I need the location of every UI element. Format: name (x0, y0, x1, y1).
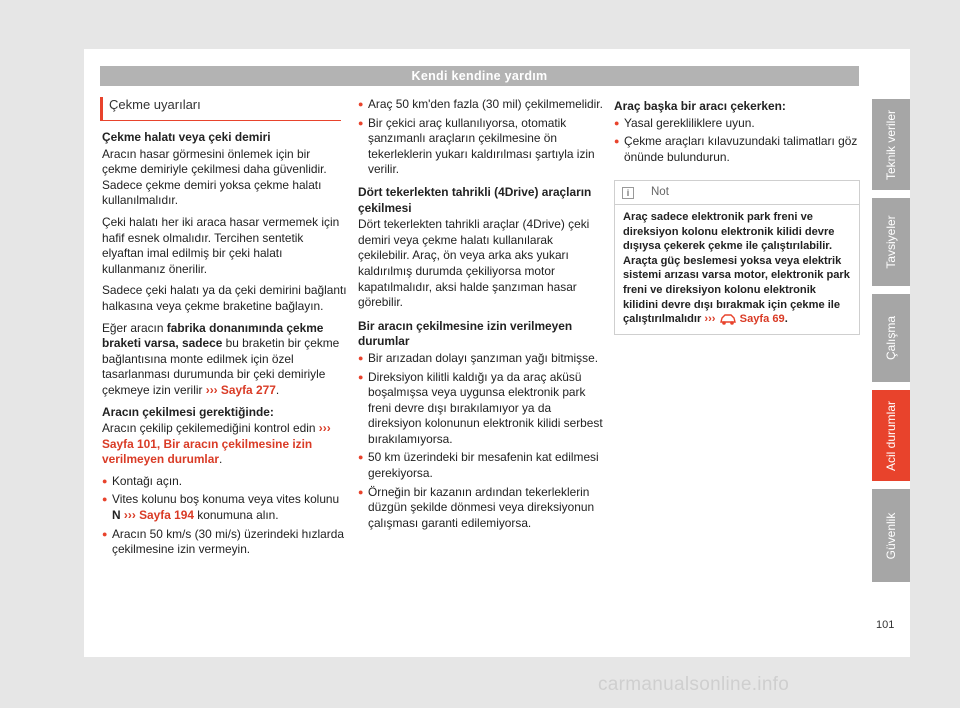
tab-teknik-veriler[interactable] (872, 99, 910, 190)
page-number: 101 (876, 619, 895, 631)
tab-acil-durumlar[interactable] (872, 390, 910, 481)
list-item: ● Yasal gerekliliklere uyun. (614, 116, 860, 132)
text: . (784, 313, 788, 326)
section-title: Çekme uyarıları (100, 97, 341, 121)
emphasis: fabrika donanımında çekme braketi varsa, sadece (102, 320, 324, 351)
text: konumuna alın. (193, 508, 279, 523)
tab-label: Teknik veriler (884, 109, 898, 180)
paragraph (102, 321, 348, 399)
heading-4drive: Dört tekerlekten tahrikli (4Drive) araçların çekilmesi (358, 184, 592, 215)
paragraph: Sadece çeki halatı ya da çeki demirini bağlantı halkasına veya çekme braketine bağlayın. (102, 283, 347, 313)
list-item: ● 50 km üzerindeki bir mesafenin kat edilmesi gerekiyorsa. (358, 450, 604, 481)
reference-arrows[interactable]: ››› (704, 313, 716, 326)
note-box (614, 180, 860, 335)
text: . (275, 382, 280, 397)
page-reference-link[interactable]: ››› Sayfa 101, Bir aracın çekilmesine izin verilmeyen durumlar (102, 421, 331, 467)
watermark: carmanualsonline.info (598, 674, 790, 695)
text: Araç sadece elektronik park freni ve direksiyon kolonu elektronik kilidi devre dışıysa çekerek çekme ile çalıştırılabilir. Araçta güç beslemesi yoksa veya elektrik sistemi arızası varsa motor, elektronik park freni ve direksiyon kolonu elektronik kilidini devre dışı bırakmak için çekme ile çalıştırılmalıdır (623, 211, 850, 326)
list-item: ● Örneğin bir kazanın ardından tekerleklerin düzgün şekilde dönmesi veya direksiyonun çalışması garanti edilemiyorsa. (358, 485, 604, 532)
heading-towing-other: Araç başka bir aracı çekerken: (614, 99, 786, 113)
note-header (615, 181, 859, 205)
column-3 (614, 97, 860, 168)
paragraph: Aracın hasar görmesini önlemek için bir çekme demiriyle çekilmesi daha güvenlidir. Sadece çekme demiri yoksa çekme halatı kullanılmalıdır. (102, 146, 327, 208)
text: Vites kolunu boş konuma veya vites kolunu (112, 492, 340, 507)
tab-label: Acil durumlar (884, 400, 898, 471)
tab-guvenlik[interactable] (872, 489, 910, 582)
column-2 (358, 97, 604, 534)
tab-calisma[interactable] (872, 294, 910, 382)
page-reference-link[interactable]: ››› Sayfa 194 (120, 508, 194, 523)
text: Aracın çekilip çekilemediğini kontrol edin (102, 421, 319, 436)
paragraph (102, 421, 348, 468)
chapter-title: Kendi kendine yardım (411, 69, 548, 83)
note-text (615, 205, 859, 327)
list-item: ● Bir arızadan dolayı şanzıman yağı bitmişse. (358, 351, 604, 367)
tab-label: Çalışma (884, 315, 898, 361)
page-reference-link[interactable]: Sayfa 69 (739, 313, 785, 326)
note-label: Not (651, 186, 669, 198)
list-item: ● Araç 50 km'den fazla (30 mil) çekilmemelidir. (358, 97, 604, 113)
list-item: ● Kontağı açın. (102, 474, 348, 490)
list-item: ● Direksiyon kilitli kaldığı ya da araç aküsü boşalmışsa veya uygunsa elektronik park freni devre dışı bırakılamıyor ya da direksiyon kolonunun elektronik kilidi serbest bırakılamıyorsa. (358, 370, 604, 448)
paragraph: Çeki halatı her iki araca hasar vermemek için hafif esnek olmalıdır. Tercihen sentetik elyaftan imal edilmiş bir çeki halatı kullanmanız önerilir. (102, 214, 340, 276)
info-icon: i (622, 187, 634, 199)
heading-not-allowed: Bir aracın çekilmesine izin verilmeyen durumlar (358, 318, 573, 349)
list-item (102, 492, 348, 523)
tab-tavsiyeler[interactable] (872, 198, 910, 286)
list-item: ● Bir çekici araç kullanılıyorsa, otomatik şanzımanlı araçların çekilmesine ön tekerleklerin yukarı kaldırılması şartıyla izin verilir. (358, 116, 604, 178)
text: Eğer aracın (102, 320, 167, 335)
list-item: ● Çekme araçları kılavuzundaki talimatları göz önünde bulundurun. (614, 134, 860, 165)
page-reference-link[interactable]: ››› Sayfa 277 (205, 382, 276, 397)
chapter-header (100, 66, 859, 86)
column-1 (102, 128, 348, 561)
tab-label: Güvenlik (884, 512, 898, 559)
gear-label: N (112, 508, 121, 523)
tab-label: Tavsiyeler (884, 215, 898, 269)
paragraph: Dört tekerlekten tahrikli araçlar (4Drive) çeki demiri veya çekme halatı kullanılarak çekilebilir. Araç, ön veya arka aks yukarı kaldırılmış durumda çekiliyorsa motor kapatılmalıdır, aksi halde şanzıman hasar görebilir. (358, 217, 590, 310)
list-item: ● Aracın 50 km/s (30 mi/s) üzerindeki hızlarda çekilmesine izin vermeyin. (102, 527, 348, 558)
heading-tow-rope: Çekme halatı veya çeki demiri (102, 130, 271, 144)
car-icon (719, 313, 737, 326)
text: bu braketin bir çekme bağlantısına monte edilmek için özel tasarlanması durumunda bir çeki demiriyle çekmeye izin verilir (102, 336, 340, 397)
text: . (218, 452, 223, 467)
heading-when-towing: Aracın çekilmesi gerektiğinde: (102, 404, 274, 419)
